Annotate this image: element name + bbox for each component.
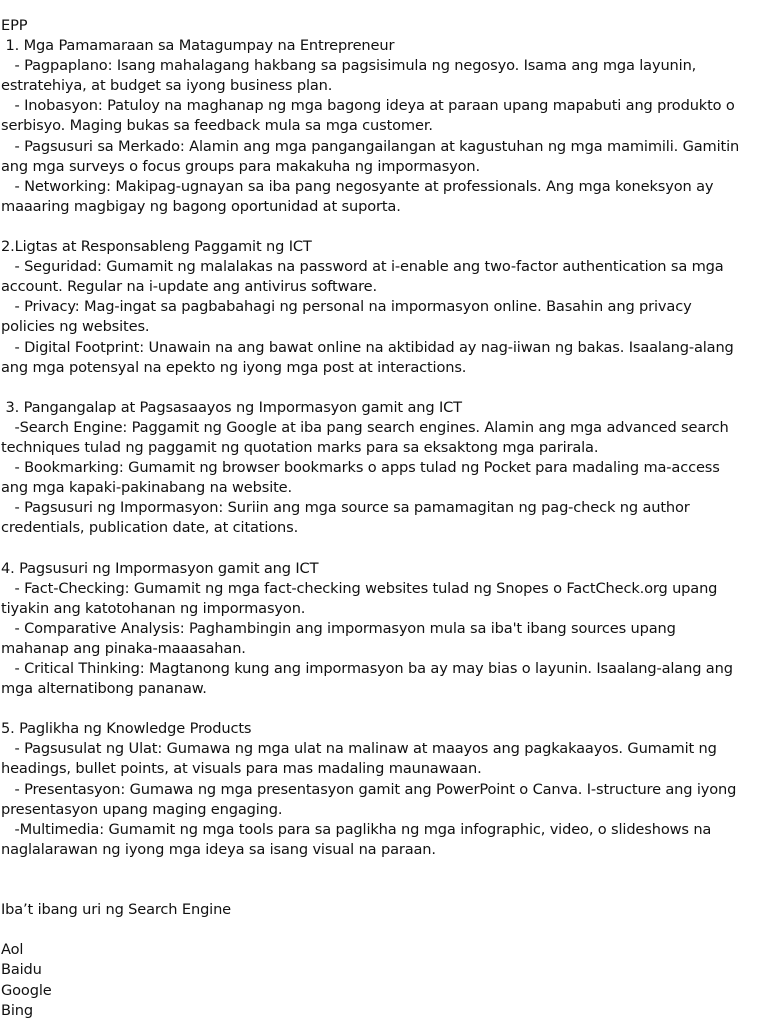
blank-line: [1, 920, 765, 940]
text-line: policies ng websites.: [1, 318, 150, 336]
text-line: EPP: [1, 17, 28, 34]
text-line: Iba’t ibang uri ng Search Engine: [1, 901, 232, 919]
text-line: - Bookmarking: Gumamit ng browser bookmarks o apps tulad ng Pocket para madaling ma-access: [1, 459, 720, 477]
text-line: techniques tulad ng paggamit ng quotation marks para sa eksaktong mga parirala.: [1, 438, 599, 456]
text-line: - Comparative Analysis: Paghambingin ang impormasyon mula sa iba't ibang sources upang: [1, 619, 676, 637]
text-line: - Inobasyon: Patuloy na maghanap ng mga bagong ideya at paraan upang mapabuti ang produkto o: [1, 97, 735, 115]
text-line: headings, bullet points, at visuals para mas madaling maunawaan.: [1, 760, 482, 778]
text-line: mahanap ang pinaka-maaasahan.: [1, 639, 246, 657]
text-line: mga alternatibong pananaw.: [1, 680, 207, 698]
text-line: 3. Pangangalap at Pagsasaayos ng Impormasyon gamit ang ICT: [1, 398, 462, 416]
text-line: Google: [1, 981, 52, 999]
text-line: tiyakin ang katotohanan ng impormasyon.: [1, 599, 306, 617]
text-line: presentasyon upang maging engaging.: [1, 800, 283, 818]
text-line: - Fact-Checking: Gumamit ng mga fact-checking websites tulad ng Snopes o FactCheck.org upang: [1, 579, 718, 597]
text-line: maaaring magbigay ng bagong oportunidad at suporta.: [1, 197, 401, 215]
blank-line: [1, 217, 765, 237]
text-line: account. Regular na i-update ang antivirus software.: [1, 278, 377, 296]
text-line: serbisyo. Maging bukas sa feedback mula sa mga customer.: [1, 117, 433, 135]
text-line: - Networking: Makipag-ugnayan sa iba pang negosyante at professionals. Ang mga koneksyon ay: [1, 177, 714, 195]
text-line: estratehiya, at budget sa iyong business plan.: [1, 77, 333, 95]
text-line: Baidu: [1, 961, 42, 979]
text-line: 5. Paglikha ng Knowledge Products: [1, 720, 252, 738]
blank-line: [1, 880, 765, 900]
text-line: credentials, publication date, at citations.: [1, 519, 299, 537]
text-line: - Pagsusuri ng Impormasyon: Suriin ang mga source sa pamamagitan ng pag-check ng author: [1, 499, 690, 517]
blank-line: [1, 538, 765, 558]
text-line: -Search Engine: Paggamit ng Google at iba pang search engines. Alamin ang mga advanced search: [1, 418, 729, 436]
blank-line: [1, 860, 765, 880]
text-line: - Pagsusuri sa Merkado: Alamin ang mga pangangailangan at kagustuhan ng mga mamimili. Gamitin: [1, 137, 740, 155]
text-line: ang mga kapaki-pakinabang na website.: [1, 479, 292, 497]
document-body: [1, 16, 765, 1021]
blank-line: [1, 378, 765, 398]
blank-line: [1, 699, 765, 719]
text-line: -Multimedia: Gumamit ng mga tools para sa paglikha ng mga infographic, video, o slideshows na: [1, 820, 712, 838]
text-line: ang mga potensyal na epekto ng iyong mga post at interactions.: [1, 358, 467, 376]
text-line: - Pagpaplano: Isang mahalagang hakbang sa pagsisimula ng negosyo. Isama ang mga layunin,: [1, 57, 697, 75]
text-line: Aol: [1, 941, 24, 959]
text-line: Bing: [1, 1001, 33, 1019]
text-line: 4. Pagsusuri ng Impormasyon gamit ang ICT: [1, 559, 319, 577]
text-line: - Presentasyon: Gumawa ng mga presentasyon gamit ang PowerPoint o Canva. I-structure ang iyong: [1, 780, 737, 798]
text-line: - Critical Thinking: Magtanong kung ang impormasyon ba ay may bias o layunin. Isaalang-alang ang: [1, 660, 733, 677]
text-line: - Seguridad: Gumamit ng malalakas na password at i-enable ang two-factor authentication sa mga: [1, 258, 724, 276]
text-line: 2.Ligtas at Responsableng Paggamit ng ICT: [1, 238, 312, 256]
text-line: 1. Mga Pamamaraan sa Matagumpay na Entrepreneur: [1, 37, 395, 55]
text-line: ang mga surveys o focus groups para makakuha ng impormasyon.: [1, 157, 481, 175]
text-line: - Pagsusulat ng Ulat: Gumawa ng mga ulat na malinaw at maayos ang pagkakaayos. Gumamit ng: [1, 740, 717, 758]
text-line: - Digital Footprint: Unawain na ang bawat online na aktibidad ay nag-iiwan ng bakas. Isaalang-alang: [1, 338, 734, 356]
text-line: naglalarawan ng iyong mga ideya sa isang visual na paraan.: [1, 840, 436, 858]
text-line: - Privacy: Mag-ingat sa pagbabahagi ng personal na impormasyon online. Basahin ang privacy: [1, 298, 692, 316]
